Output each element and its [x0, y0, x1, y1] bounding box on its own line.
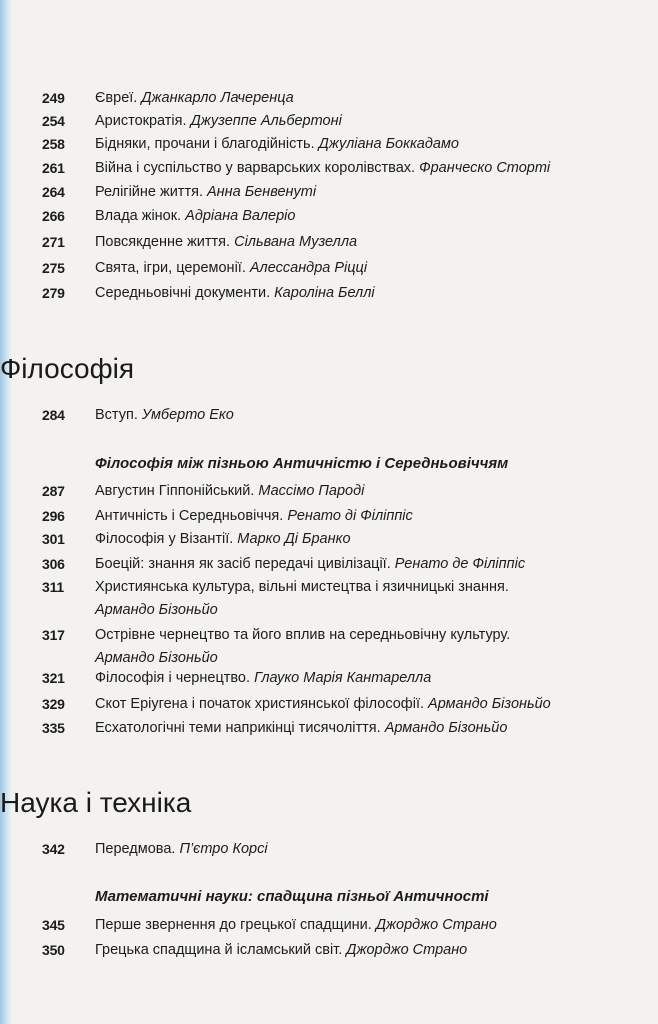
entry-title: Грецька спадщина й ісламський світ.	[95, 942, 347, 958]
entry-author: Армандо Бізоньйо	[428, 696, 551, 712]
entry-title: Євреї.	[95, 90, 142, 106]
page-number: 350	[42, 942, 65, 958]
page-number: 301	[42, 531, 65, 547]
entry-author: Джорджо Страно	[346, 942, 468, 958]
entry-author: Ренато ді Філіппіс	[287, 508, 413, 524]
entry-title: Релігійне життя.	[95, 184, 207, 200]
entry-author: Адріана Валеріо	[185, 208, 296, 224]
entry-title: Передмова.	[95, 841, 180, 857]
page-number: 342	[42, 841, 65, 857]
entry-author: Армандо Бізоньйо	[384, 720, 508, 736]
entry-title: Середньовічні документи.	[95, 285, 275, 301]
page-number: 271	[42, 234, 65, 250]
entry-author: Массімо Пароді	[258, 483, 365, 499]
entry-title: Бідняки, прочани і благодійність.	[95, 136, 319, 152]
page-edge	[0, 0, 12, 1024]
page-number: 296	[42, 508, 65, 524]
entry-title: Скот Еріугена і початок християнської філософії.	[95, 696, 429, 712]
page-number: 284	[42, 407, 65, 423]
page-number: 275	[42, 260, 65, 276]
entry-title: Античність і Середньовіччя.	[95, 508, 288, 524]
page-number: 311	[42, 579, 64, 595]
entry-author: Кароліна Беллі	[274, 285, 375, 301]
entry-title: Християнська культура, вільні мистецтва і язичницькі знання.	[95, 579, 509, 595]
page-number: 306	[42, 556, 65, 572]
subsection-heading: Математичні науки: спадщина пізньої Античності	[95, 888, 489, 905]
entry-author: Умберто Еко	[141, 407, 234, 423]
entry-author: Глауко Марія Кантарелла	[254, 670, 432, 686]
entry-title: Острівне чернецтво та його вплив на середньовічну культуру.	[95, 627, 511, 643]
entry-title: Повсякденне життя.	[95, 234, 235, 250]
page-number: 345	[42, 917, 65, 933]
entry-author: Армандо Бізоньйо	[95, 601, 218, 618]
entry-author: Сільвана Музелла	[234, 234, 358, 250]
entry-author: Джорджо Страно	[375, 917, 497, 933]
page-number: 258	[42, 136, 65, 152]
entry-title: Свята, ігри, церемонії.	[95, 260, 250, 276]
page-number: 279	[42, 285, 65, 301]
entry-author: Армандо Бізоньйо	[95, 649, 218, 666]
page-number: 254	[42, 113, 65, 129]
page-number: 266	[42, 208, 65, 224]
entry-title: Вступ.	[95, 407, 142, 423]
entry-title: Філософія і чернецтво.	[95, 670, 255, 686]
page-number: 335	[42, 720, 65, 736]
entry-title: Боецій: знання як засіб передачі цивілізації.	[95, 556, 395, 572]
page-number: 321	[42, 670, 65, 686]
entry-author: Марко Ді Бранко	[237, 531, 351, 547]
page-number: 249	[42, 90, 65, 106]
entry-author: Джузеппе Альбертоні	[190, 113, 342, 129]
entry-author: Ренато де Філіппіс	[394, 556, 526, 572]
entry-title: Влада жінок.	[95, 208, 186, 224]
entry-author: Джанкарло Лачеренца	[141, 90, 294, 106]
entry-title: Війна і суспільство у варварських королівствах.	[95, 160, 420, 176]
entry-author: Джуліана Боккадамо	[318, 136, 459, 152]
page-number: 264	[42, 184, 65, 200]
entry-author: Франческо Сторті	[419, 160, 551, 176]
page-number: 317	[42, 627, 65, 643]
section-heading-science: Наука і техніка	[0, 787, 192, 818]
entry-title: Аристократія.	[95, 113, 191, 129]
entry-title: Есхатологічні теми наприкінці тисячоліття.	[95, 720, 385, 736]
page-number: 329	[42, 696, 65, 712]
page-number: 287	[42, 483, 65, 499]
page-number: 261	[42, 160, 65, 176]
subsection-heading: Філософія між пізньою Античністю і Середньовіччям	[95, 455, 509, 472]
entry-title: Філософія у Візантії.	[95, 531, 238, 547]
entry-title: Перше звернення до грецької спадщини.	[95, 917, 376, 933]
entry-title: Августин Гіппонійський.	[95, 483, 259, 499]
section-heading-philosophy: Філософія	[0, 353, 135, 384]
entry-author: Алессандра Ріцці	[249, 260, 368, 276]
entry-author: П’єтро Корсі	[179, 841, 268, 857]
entry-author: Анна Бенвенуті	[207, 184, 317, 200]
